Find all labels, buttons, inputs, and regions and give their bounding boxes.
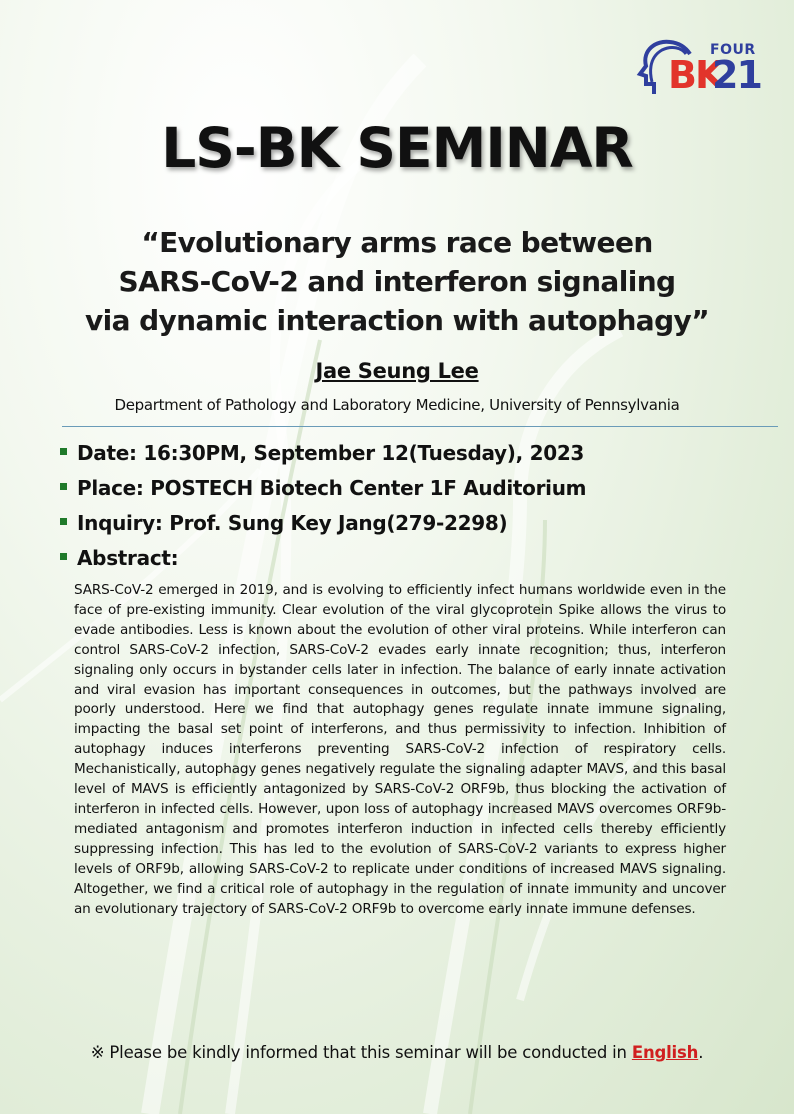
abstract-heading-item xyxy=(60,546,178,570)
place-text: Place: POSTECH Biotech Center 1F Auditorium xyxy=(77,476,587,500)
talk-title-line: “Evolutionary arms race between xyxy=(141,226,653,259)
bullet-icon xyxy=(60,553,67,560)
notice-text: ※ Please be kindly informed that this seminar will be conducted in xyxy=(90,1043,632,1062)
language-notice xyxy=(0,1043,794,1062)
notice-language: English xyxy=(631,1043,699,1062)
bk21-four-logo xyxy=(624,36,761,98)
inquiry-item xyxy=(60,511,507,535)
talk-title-line: SARS-CoV-2 and interferon signaling xyxy=(118,265,676,298)
logo-four-text: FOUR xyxy=(710,42,756,58)
divider xyxy=(62,426,778,427)
speaker-name: Jae Seung Lee xyxy=(315,359,479,383)
notice-suffix: . xyxy=(698,1043,704,1062)
bullet-icon xyxy=(60,448,67,455)
logo-bk-text: BK xyxy=(668,53,723,97)
inquiry-text: Inquiry: Prof. Sung Key Jang(279-2298) xyxy=(77,511,508,535)
speaker-affiliation: Department of Pathology and Laboratory Medicine, University of Pennsylvania xyxy=(114,396,680,414)
abstract-heading: Abstract: xyxy=(77,546,179,570)
poster-title: LS-BK SEMINAR xyxy=(161,116,633,180)
talk-title-line: via dynamic interaction with autophagy” xyxy=(85,304,709,337)
talk-title xyxy=(0,223,794,340)
abstract-body: SARS-CoV-2 emerged in 2019, and is evolving to efficiently infect humans worldwide even in the face of pre-existing immunity. Clear evolution of the viral glycoprotein Spike allows the virus to evade antibodies. Less is known about the evolution of other viral proteins. While interferon can control SARS-CoV-2 infection, SARS-CoV-2 evades early innate recognition; thus, interferon signaling only occurs in bystander cells later in infection. The balance of early innate activation and viral evasion has important consequences in outcomes, but the pathways involved are poorly understood. Here we find that autophagy genes regulate innate immune signaling, impacting the basal set point of interferons, and thus permissivity to infection. Inhibition of autophagy induces interferons preventing SARS-CoV-2 infection of respiratory cells. Mechanistically, autophagy genes negatively regulate the signaling adapter MAVS, and this basal level of MAVS is efficiently antagonized by SARS-CoV-2 ORF9b, thus blocking the activation of interferon in infected cells. However, upon loss of autophagy increased MAVS overcomes ORF9b-mediated antagonism and promotes interferon induction in infected cells thereby efficiently suppressing infection. This has led to the evolution of SARS-CoV-2 variants to express higher levels of ORF9b, allowing SARS-CoV-2 to replicate under conditions of increased MAVS signaling. Altogether, we find a critical role of autophagy in the regulation of innate immunity and uncover an evolutionary trajectory of SARS-CoV-2 ORF9b to overcome early innate immune defenses. xyxy=(74,582,726,917)
date-item xyxy=(60,441,584,465)
date-text: Date: 16:30PM, September 12(Tuesday), 2023 xyxy=(77,441,585,465)
bullet-icon xyxy=(60,518,67,525)
bullet-icon xyxy=(60,483,67,490)
place-item xyxy=(60,476,586,500)
logo-21-text: 21 xyxy=(712,53,761,97)
